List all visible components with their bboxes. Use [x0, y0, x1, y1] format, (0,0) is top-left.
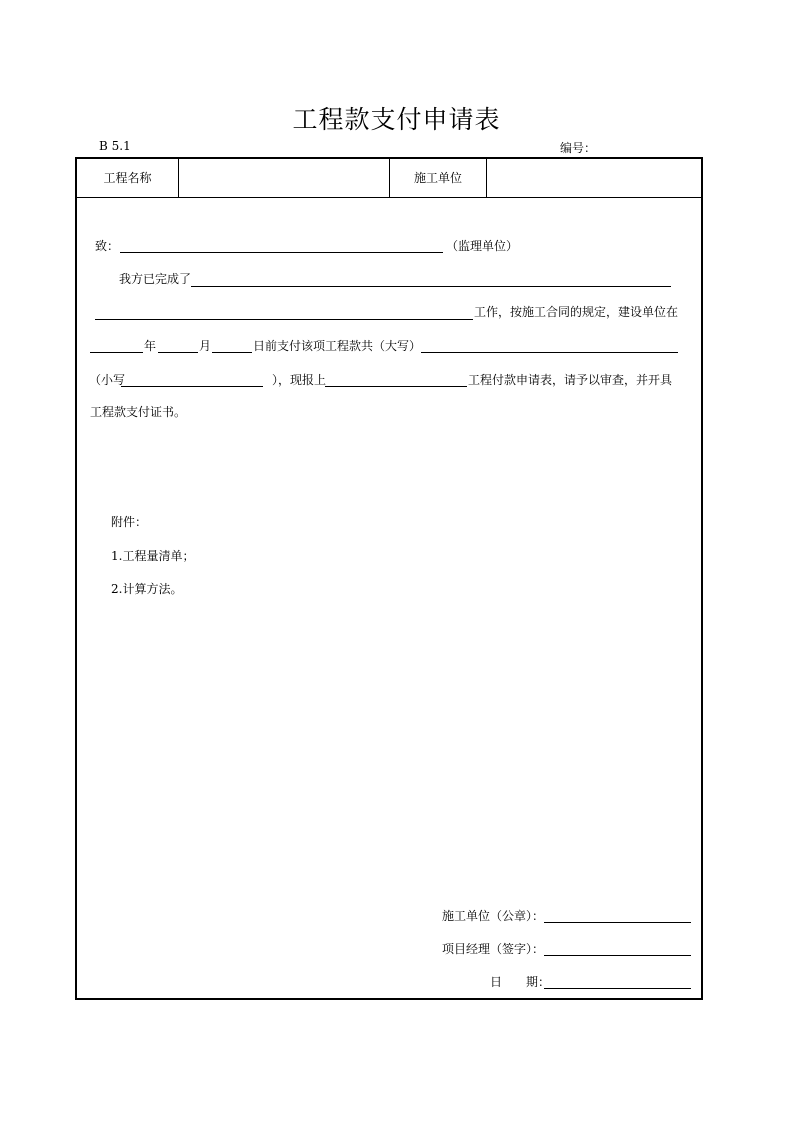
- contractor-seal-label: 施工单位（公章）：: [442, 909, 545, 923]
- contractor-label: 施工单位: [413, 171, 462, 185]
- completed-work-blank[interactable]: [191, 286, 671, 287]
- form-title: 工程款支付申请表: [292, 105, 501, 134]
- completed-work-blank-cont[interactable]: [95, 319, 473, 320]
- small-amount-suffix: ），现报上: [272, 373, 327, 387]
- to-prefix: 致：: [95, 239, 120, 253]
- apply-text: 工程付款申请表，请予以审查，并开具: [468, 373, 673, 387]
- form-frame: [75, 157, 703, 1000]
- project-name-field[interactable]: [179, 159, 389, 197]
- contractor-field[interactable]: [487, 159, 701, 197]
- header-row: [77, 159, 701, 198]
- project-manager-label: 项目经理（签字）：: [442, 942, 545, 956]
- day-blank[interactable]: [212, 352, 252, 353]
- certificate-text: 工程款支付证书。: [90, 405, 187, 419]
- project-manager-blank[interactable]: [544, 955, 691, 956]
- payment-text: 日前支付该项工程款共（大写）: [253, 339, 422, 353]
- month-label: 月: [199, 339, 212, 353]
- amount-uppercase-blank[interactable]: [421, 352, 678, 353]
- year-blank[interactable]: [90, 352, 143, 353]
- application-blank[interactable]: [325, 386, 467, 387]
- attachment-item: 2.计算方法。: [111, 582, 183, 596]
- year-label: 年: [144, 339, 157, 353]
- contract-clause-text: 工作，按施工合同的规定，建设单位在: [474, 305, 679, 319]
- attachment-item: 1.工程量清单；: [111, 549, 195, 563]
- date-blank[interactable]: [544, 988, 691, 989]
- contractor-seal-blank[interactable]: [544, 922, 691, 923]
- completed-prefix: 我方已完成了: [119, 272, 192, 286]
- form-code: B 5.1: [99, 139, 131, 153]
- month-blank[interactable]: [158, 352, 198, 353]
- small-amount-prefix: （小写: [89, 373, 126, 387]
- amount-lowercase-blank[interactable]: [121, 386, 263, 387]
- project-name-label: 工程名称: [103, 171, 152, 185]
- date-label: 日 期：: [490, 975, 551, 989]
- form-number-label: 编号：: [560, 141, 597, 155]
- attachments-label: 附件：: [111, 515, 148, 529]
- to-suffix: （监理单位）: [446, 239, 519, 253]
- supervisor-unit-blank[interactable]: [120, 252, 443, 253]
